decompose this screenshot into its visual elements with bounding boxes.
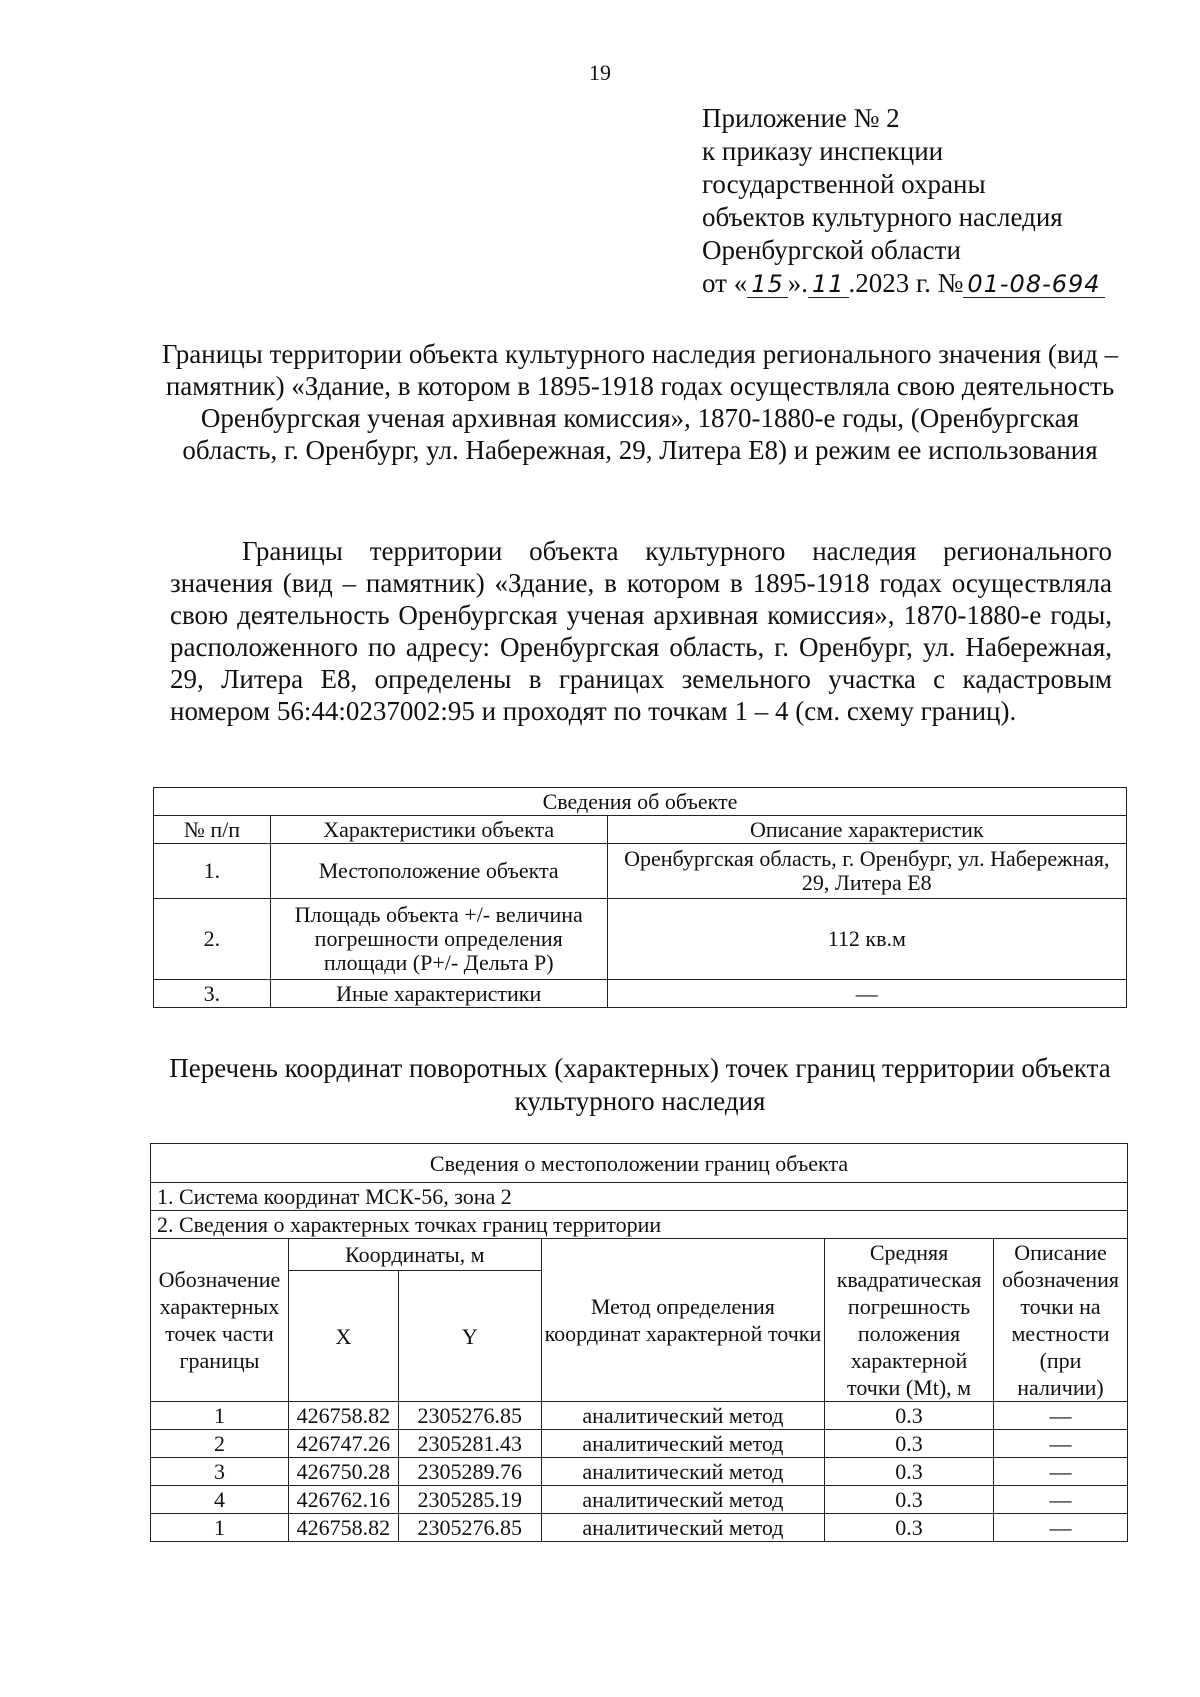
- coords-table-caption: Сведения о местоположении границ объекта: [151, 1144, 1128, 1183]
- point-y: 2305276.85: [398, 1514, 541, 1542]
- order-date-line: [702, 267, 1105, 300]
- point-method: аналитический метод: [541, 1514, 824, 1542]
- table-row: [151, 1486, 1128, 1514]
- point-desc: —: [994, 1458, 1128, 1486]
- row-characteristic: Площадь объекта +/- величина погрешности определения площади (Р+/- Дельта Р): [270, 899, 607, 980]
- object-info-table: [153, 787, 1127, 1008]
- point-method: аналитический метод: [541, 1458, 824, 1486]
- point-desc: —: [994, 1402, 1128, 1430]
- coordinate-system: 1. Система координат МСК-56, зона 2: [151, 1183, 1128, 1211]
- table-row: [154, 980, 1127, 1008]
- point-x: 426758.82: [288, 1402, 398, 1430]
- row-number: 3.: [154, 980, 271, 1008]
- point-y: 2305281.43: [398, 1430, 541, 1458]
- appendix-line: к приказу инспекции: [702, 136, 944, 166]
- row-description: Оренбургская область, г. Оренбург, ул. Набережная, 29, Литера Е8: [607, 844, 1126, 899]
- point-method: аналитический метод: [541, 1430, 824, 1458]
- handwritten-month: 11: [808, 271, 849, 298]
- point-x: 426762.16: [288, 1486, 398, 1514]
- row-number: 1.: [154, 844, 271, 899]
- point-error: 0.3: [825, 1458, 994, 1486]
- point-id: 1: [151, 1514, 289, 1542]
- point-error: 0.3: [825, 1486, 994, 1514]
- table-row: [154, 899, 1127, 980]
- date-separator: ».: [787, 268, 808, 298]
- appendix-line: государственной охраны: [702, 169, 986, 199]
- row-characteristic: Местоположение объекта: [270, 844, 607, 899]
- point-method: аналитический метод: [541, 1486, 824, 1514]
- point-y: 2305276.85: [398, 1402, 541, 1430]
- row-number: 2.: [154, 899, 271, 980]
- date-prefix: от «: [702, 268, 748, 298]
- handwritten-order-number: 01-08-694: [963, 271, 1104, 298]
- point-id: 2: [151, 1430, 289, 1458]
- point-error: 0.3: [825, 1402, 994, 1430]
- object-table-caption: Сведения об объекте: [154, 788, 1127, 816]
- header-description: Описание характеристик: [607, 816, 1126, 844]
- header-designation: Обозначение характерных точек части границы: [151, 1239, 289, 1402]
- appendix-line: Оренбургской области: [702, 235, 961, 265]
- appendix-line: Приложение № 2: [702, 103, 900, 133]
- point-error: 0.3: [825, 1430, 994, 1458]
- point-method: аналитический метод: [541, 1402, 824, 1430]
- appendix-line: объектов культурного наследия: [702, 202, 1063, 232]
- point-desc: —: [994, 1430, 1128, 1458]
- table-row: [151, 1402, 1128, 1430]
- header-y: Y: [398, 1271, 541, 1402]
- coordinates-table: [150, 1143, 1128, 1542]
- table-row: [151, 1430, 1128, 1458]
- document-title: Границы территории объекта культурного наследия регионального значения (вид – памятник) «Здание, в котором в 1895-1918 годах осуществляла свою деятельность Оренбургская ученая архивная комиссия», 1870-1880-е годы, (Оренбургская область, г. Оренбург, ул. Набережная, 29, Литера Е8) и режим ее использования: [161, 339, 1119, 465]
- point-id: 3: [151, 1458, 289, 1486]
- page-number: 19: [589, 60, 611, 85]
- point-desc: —: [994, 1486, 1128, 1514]
- header-error: Средняя квадратическая погрешность положения характерной точки (Mt), м: [825, 1239, 994, 1402]
- header-method: Метод определения координат характерной точки: [541, 1239, 824, 1402]
- handwritten-day: 15: [747, 271, 788, 298]
- header-characteristic: Характеристики объекта: [270, 816, 607, 844]
- table-row: [151, 1514, 1128, 1542]
- point-y: 2305289.76: [398, 1458, 541, 1486]
- body-paragraph: Границы территории объекта культурного наследия регионального значения (вид – памятник) «Здание, в котором в 1895-1918 годах осуществляла свою деятельность Оренбургская ученая архивная комиссия», 1870-1880-е годы, расположенного по адресу: Оренбургская область, г. Оренбург, ул. Набережная, 29, Литера Е8, определены в границах земельного участка с кадастровым номером 56:44:0237002:95 и проходят по точкам 1 – 4 (см. схему границ).: [170, 536, 1112, 726]
- table-row: [151, 1458, 1128, 1486]
- header-number: № п/п: [154, 816, 271, 844]
- header-point-description: Описание обозначения точки на местности (при наличии): [994, 1239, 1128, 1402]
- coordinates-title: Перечень координат поворотных (характерных) точек границ территории объекта культурного наследия: [169, 1053, 1111, 1116]
- point-x: 426758.82: [288, 1514, 398, 1542]
- table-row: [154, 844, 1127, 899]
- point-id: 1: [151, 1402, 289, 1430]
- points-heading: 2. Сведения о характерных точках границ территории: [151, 1211, 1128, 1239]
- row-characteristic: Иные характеристики: [270, 980, 607, 1008]
- header-x: X: [288, 1271, 398, 1402]
- date-year: .2023 г. №: [848, 268, 964, 298]
- point-error: 0.3: [825, 1514, 994, 1542]
- point-desc: —: [994, 1514, 1128, 1542]
- point-id: 4: [151, 1486, 289, 1514]
- row-description: —: [607, 980, 1126, 1008]
- point-x: 426750.28: [288, 1458, 398, 1486]
- header-coordinates: Координаты, м: [288, 1239, 541, 1271]
- row-description: 112 кв.м: [607, 899, 1126, 980]
- point-x: 426747.26: [288, 1430, 398, 1458]
- point-y: 2305285.19: [398, 1486, 541, 1514]
- appendix-header: [702, 102, 1105, 300]
